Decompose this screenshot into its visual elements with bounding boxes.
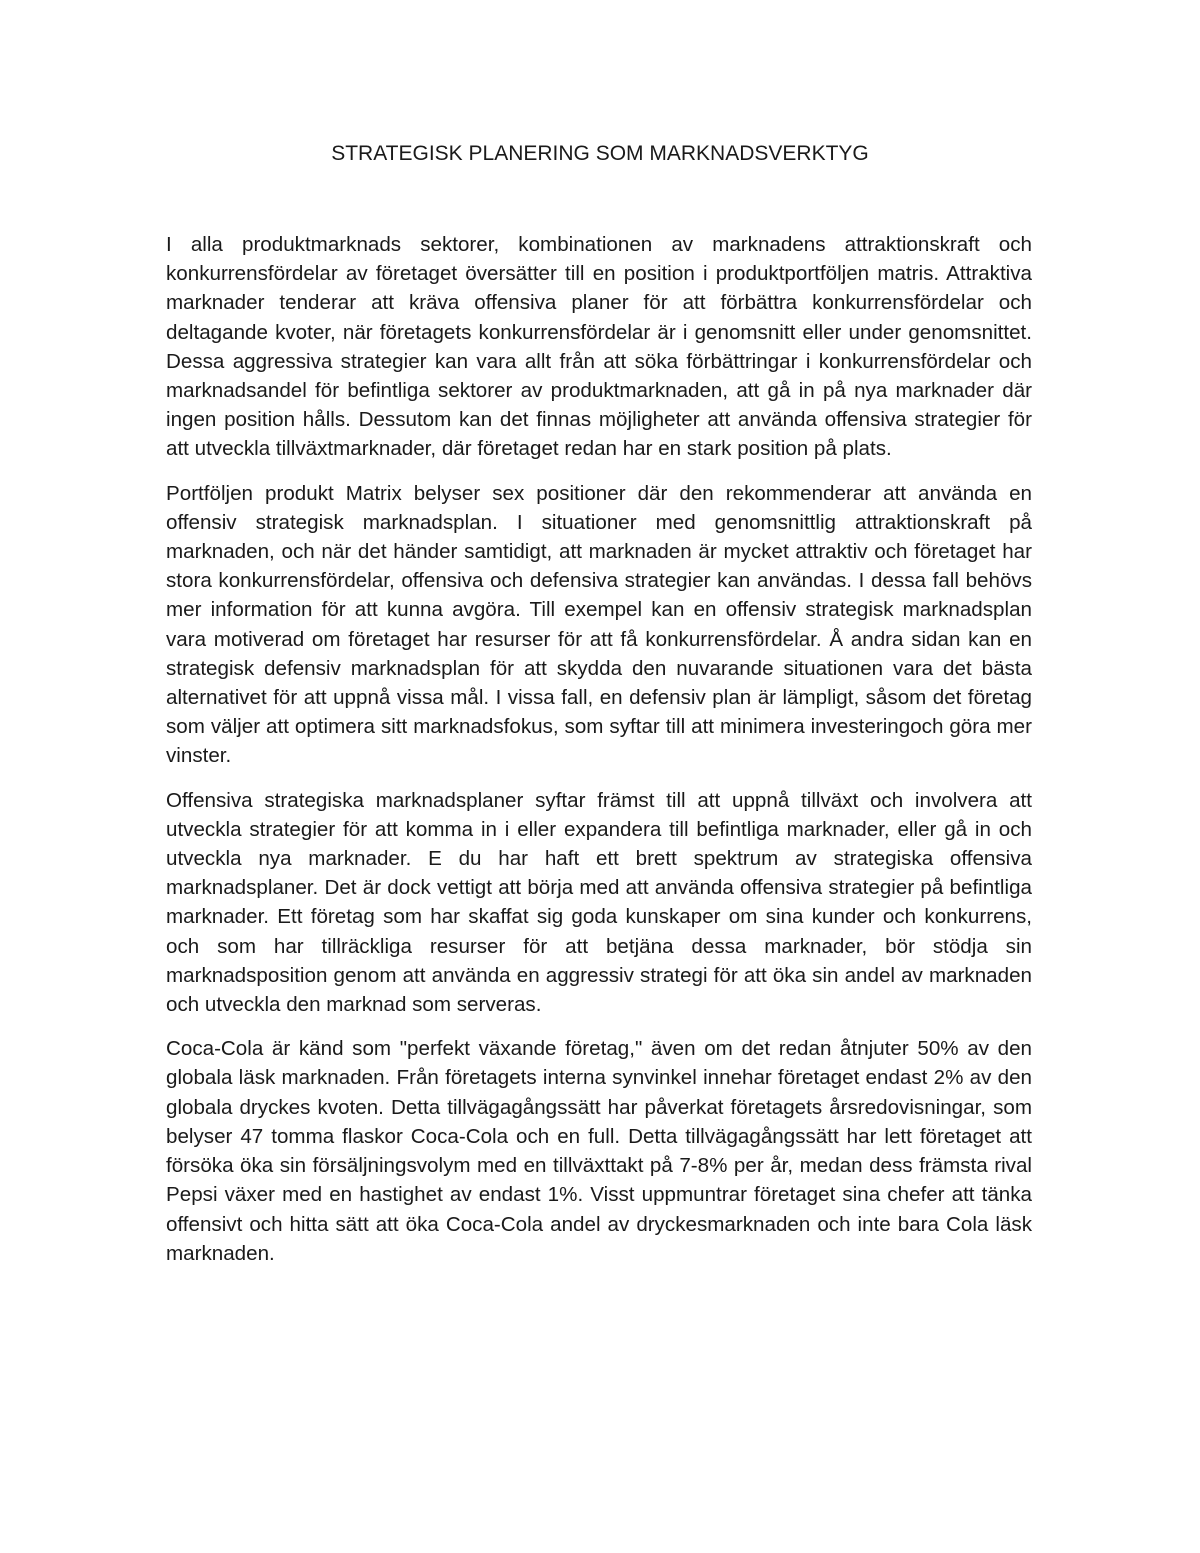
- paragraph-1: I alla produktmarknads sektorer, kombinationen av marknadens attraktionskraft och konkurrensfördelar av företaget översätter till en position i produktportföljen matris. Attraktiva marknader tenderar att kräva offensiva planer för att förbättra konkurrensfördelar och deltagande kvoter, när företagets konkurrensfördelar är i genomsnitt eller under genomsnittet. Dessa aggressiva strategier kan vara allt från att söka förbättringar i konkurrensfördelar och marknadsandel för befintliga sektorer av produktmarknaden, att gå in på nya marknader där ingen position hålls. Dessutom kan det finnas möjligheter att använda offensiva strategier för att utveckla tillväxtmarknader, där företaget redan har en stark position på plats.: [166, 233, 1032, 461]
- paragraph-3: Offensiva strategiska marknadsplaner syftar främst till att uppnå tillväxt och involvera att utveckla strategier för att komma in i eller expandera till befintliga marknader, eller gå in och utveckla nya marknader. E du har haft ett brett spektrum av strategiska offensiva marknadsplaner. Det är dock vettigt att börja med att använda offensiva strategier på befintliga marknader. Ett företag som har skaffat sig goda kunskaper om sina kunder och konkurrens, och som har tillräckliga resurser för att betjäna dessa marknader, bör stödja sin marknadsposition genom att använda en aggressiv strategi för att öka sin andel av marknaden och utveckla den marknad som serveras.: [166, 788, 1032, 1017]
- document-body: [166, 230, 1032, 1283]
- paragraph-4: Coca-Cola är känd som "perfekt växande företag," även om det redan åtnjuter 50% av den globala läsk marknaden. Från företagets interna synvinkel innehar företaget endast 2% av den globala dryckes kvoten. Detta tillvägagångssätt har påverkat företagets årsredovisningar, som belyser 47 tomma flaskor Coca-Cola och en full. Detta tillvägagångssätt har lett företaget att försöka öka sin försäljningsvolym med en tillväxttakt på 7-8% per år, medan dess främsta rival Pepsi växer med en hastighet av endast 1%. Visst uppmuntrar företaget sina chefer att tänka offensivt och hitta sätt att öka Coca-Cola andel av dryckesmarknaden och inte bara Cola läsk marknaden.: [166, 1037, 1032, 1265]
- document-title: STRATEGISK PLANERING SOM MARKNADSVERKTYG: [331, 142, 869, 165]
- paragraph-2: Portföljen produkt Matrix belyser sex positioner där den rekommenderar att använda en offensiv strategisk marknadsplan. I situationer med genomsnittlig attraktionskraft på marknaden, och när det händer samtidigt, att marknaden är mycket attraktiv och företaget har stora konkurrensfördelar, offensiva och defensiva strategier kan användas. I dessa fall behövs mer information för att kunna avgöra. Till exempel kan en offensiv strategisk marknadsplan vara motiverad om företaget har resurser för att få konkurrensfördelar. Å andra sidan kan en strategisk defensiv marknadsplan för att skydda den nuvarande situationen vara det bästa alternativet för att uppnå vissa mål. I vissa fall, en defensiv plan är lämpligt, såsom det företag som väljer att optimera sitt marknadsfokus, som syftar till att minimera investeringoch göra mer vinster.: [166, 481, 1032, 768]
